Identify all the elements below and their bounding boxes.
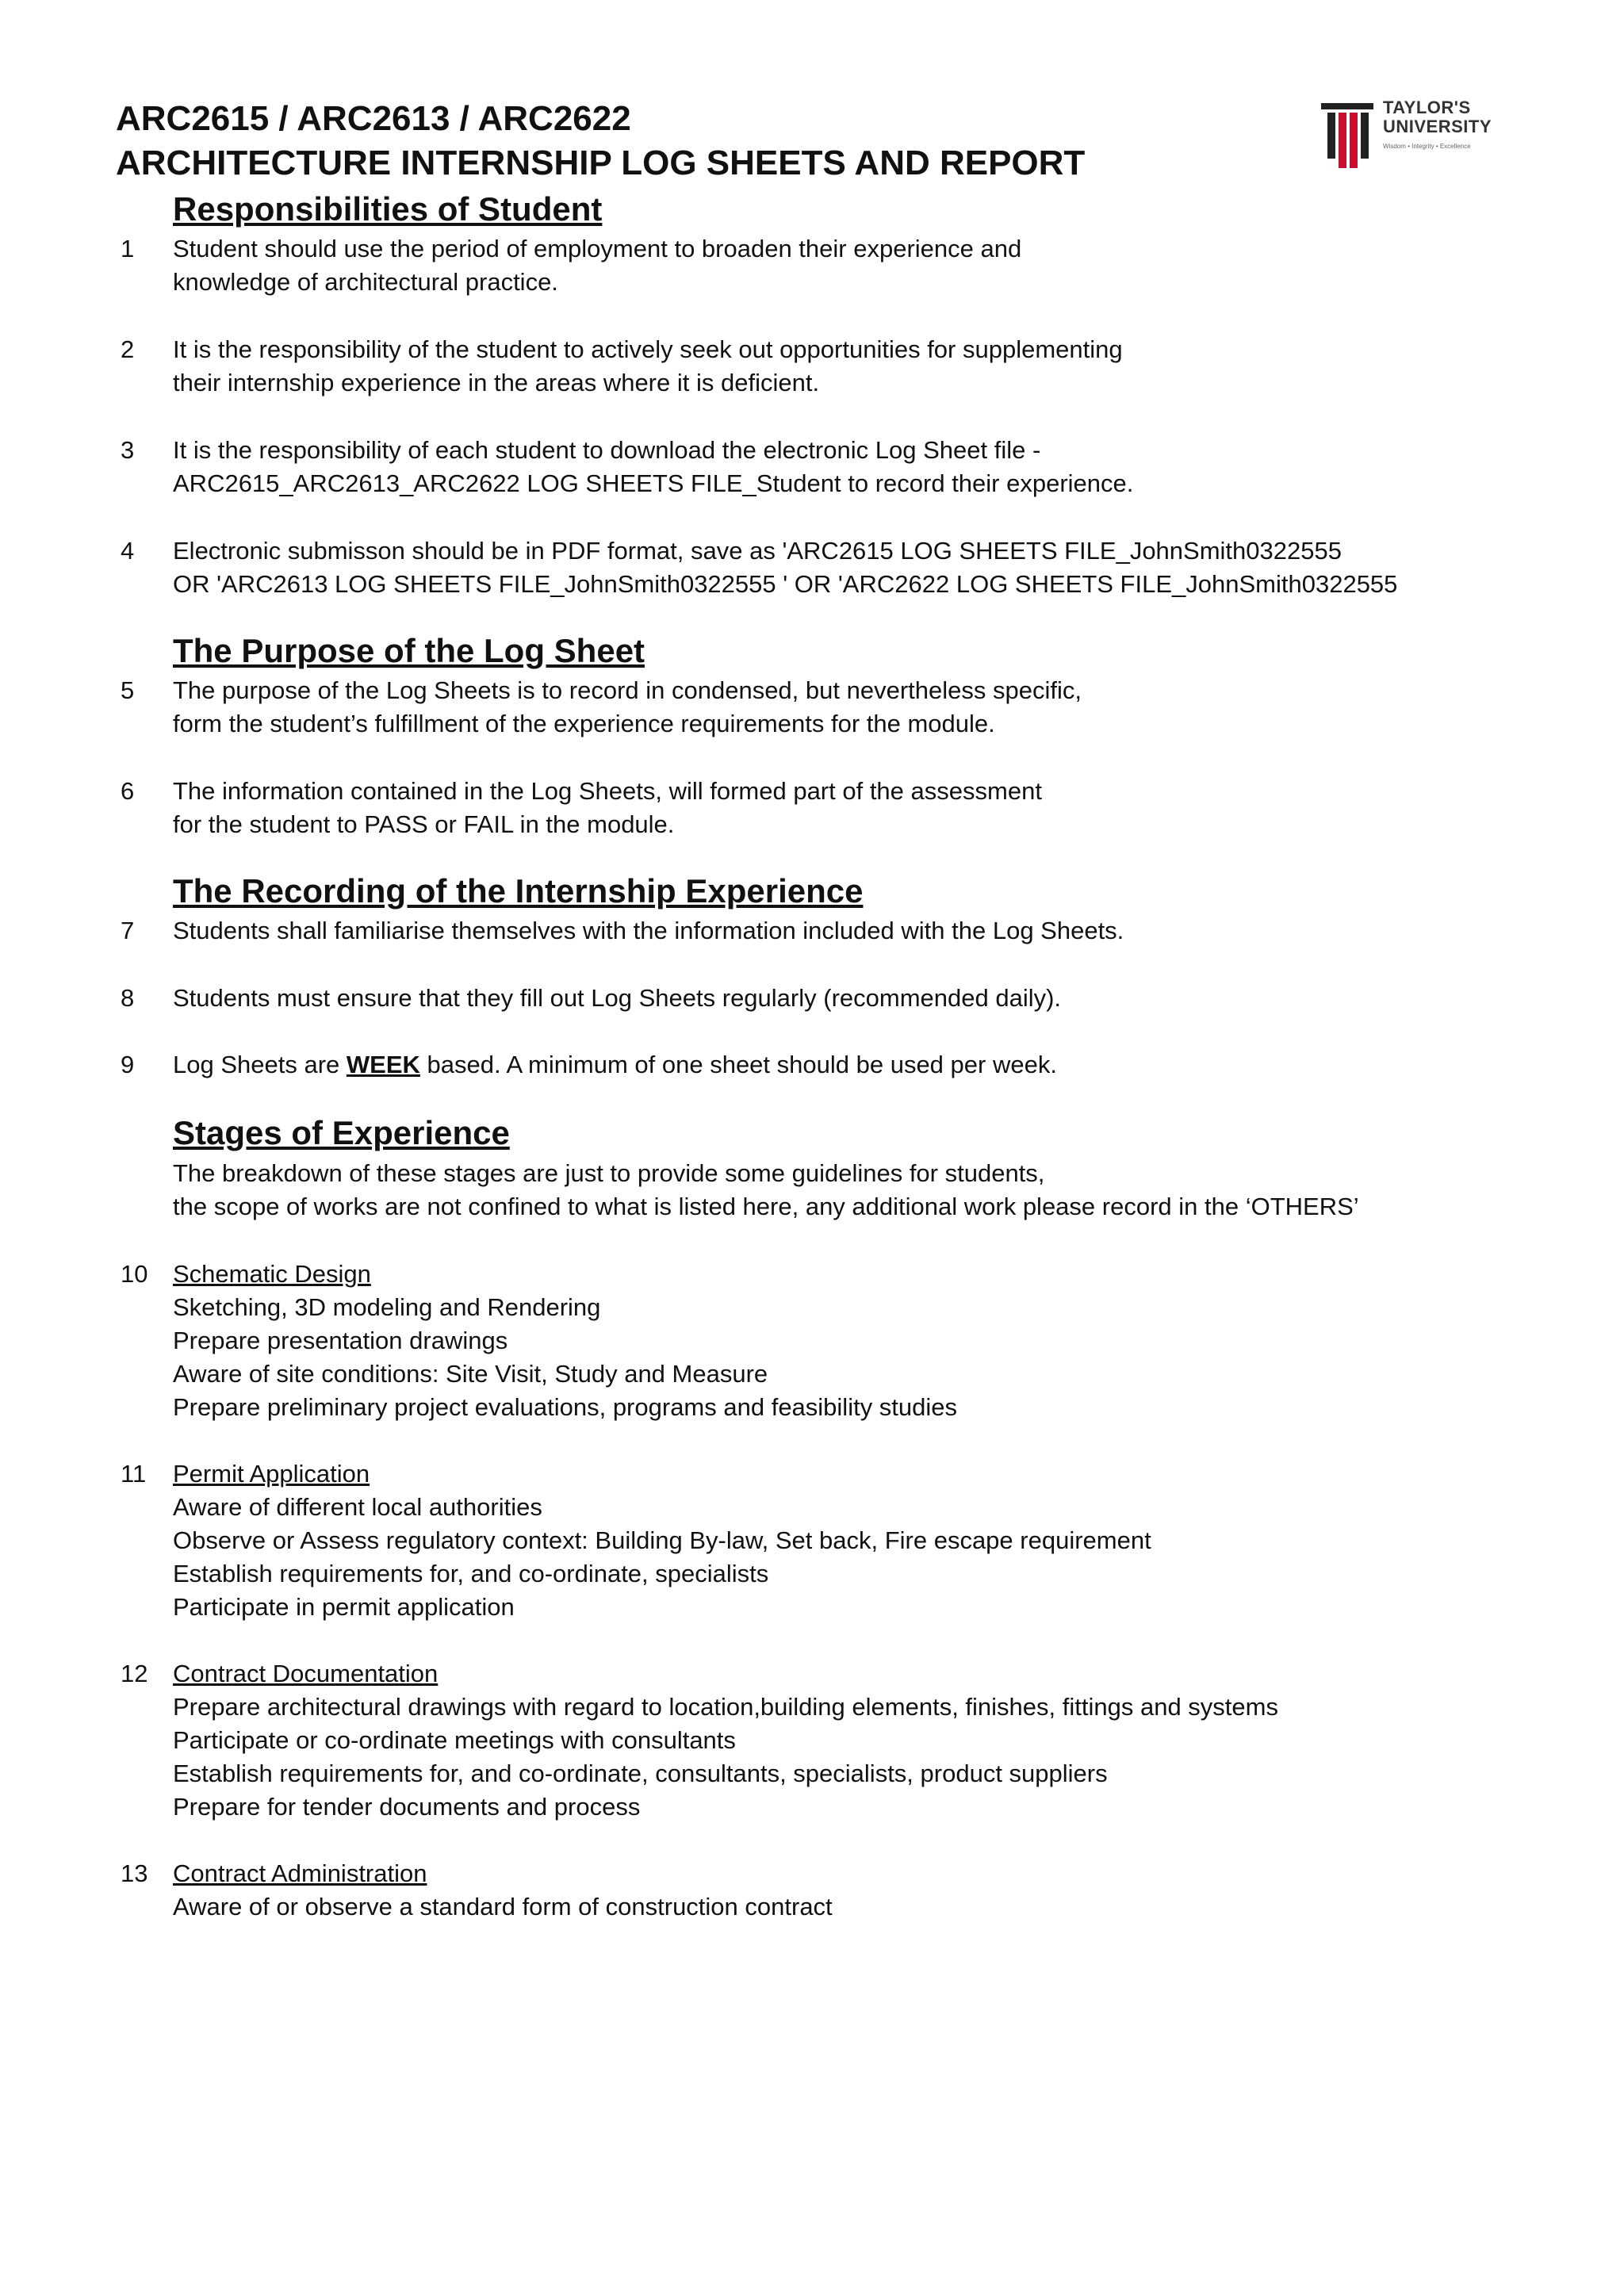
item-text: their internship experience in the areas where it is deficient. — [173, 369, 820, 396]
stage-task: Prepare preliminary project evaluations, programs and feasibility studies — [173, 1393, 958, 1421]
item-text-post: based. A minimum of one sheet should be used per week. — [419, 1051, 1057, 1078]
item-number: 3 — [121, 436, 135, 464]
item-text: Electronic submisson should be in PDF format, save as 'ARC2615 LOG SHEETS FILE_JohnSmith0322555 — [173, 537, 1342, 565]
item-number: 12 — [121, 1660, 148, 1687]
logo-tagline: Wisdom • Integrity • Excellence — [1383, 143, 1471, 150]
stage-heading-contract-documentation: Contract Documentation — [173, 1660, 439, 1687]
item-number: 5 — [121, 676, 135, 704]
stage-task: Participate in permit application — [173, 1593, 515, 1621]
page-title: ARCHITECTURE INTERNSHIP LOG SHEETS AND REPORT — [116, 144, 1086, 182]
item-text: Students shall familiarise themselves with the information included with the Log Sheets. — [173, 917, 1124, 944]
item-text: Students must ensure that they fill out Log Sheets regularly (recommended daily). — [173, 984, 1062, 1012]
item-number: 9 — [121, 1051, 135, 1078]
item-text: for the student to PASS or FAIL in the module. — [173, 810, 675, 838]
stage-task: Observe or Assess regulatory context: Building By-law, Set back, Fire escape requirement — [173, 1526, 1151, 1554]
stage-task: Prepare presentation drawings — [173, 1327, 508, 1354]
stage-task: Aware of or observe a standard form of construction contract — [173, 1893, 833, 1920]
item-number: 11 — [121, 1460, 147, 1488]
week-emphasis: WEEK — [346, 1051, 420, 1078]
stage-heading-contract-administration: Contract Administration — [173, 1859, 427, 1887]
logo-line-1: TAYLOR'S — [1383, 98, 1471, 117]
stage-task: Prepare for tender documents and process — [173, 1793, 641, 1821]
item-number: 10 — [121, 1260, 148, 1288]
item-number: 13 — [121, 1859, 148, 1887]
stage-heading-permit-application: Permit Application — [173, 1460, 370, 1488]
logo-line-2: UNIVERSITY — [1383, 117, 1492, 136]
item-text-week-based — [173, 1048, 1057, 1082]
stage-task: Participate or co-ordinate meetings with consultants — [173, 1726, 736, 1754]
stage-task: Prepare architectural drawings with regard to location,building elements, finishes, fittings and systems — [173, 1693, 1278, 1721]
item-number: 7 — [121, 917, 135, 944]
course-codes: ARC2615 / ARC2613 / ARC2622 — [116, 99, 631, 138]
item-text: The purpose of the Log Sheets is to record in condensed, but nevertheless specific, — [173, 676, 1082, 704]
item-number: 2 — [121, 335, 135, 363]
stage-task: Sketching, 3D modeling and Rendering — [173, 1293, 601, 1321]
item-number: 8 — [121, 984, 135, 1012]
stage-task: Establish requirements for, and co-ordinate, consultants, specialists, product suppliers — [173, 1760, 1108, 1787]
section-title-stages: Stages of Experience — [173, 1114, 510, 1151]
item-number: 6 — [121, 777, 135, 805]
item-text: knowledge of architectural practice. — [173, 268, 558, 296]
stage-task: Aware of site conditions: Site Visit, Study and Measure — [173, 1360, 768, 1388]
section-title-responsibilities: Responsibilities of Student — [173, 190, 603, 228]
item-number: 1 — [121, 235, 135, 262]
item-text: The information contained in the Log Sheets, will formed part of the assessment — [173, 777, 1042, 805]
section-title-purpose: The Purpose of the Log Sheet — [173, 632, 645, 669]
stages-intro: the scope of works are not confined to what is listed here, any additional work please record in the ‘OTHERS’ — [173, 1193, 1359, 1220]
section-title-recording: The Recording of the Internship Experience — [173, 872, 864, 909]
item-text-pre: Log Sheets are — [173, 1051, 347, 1078]
item-text: OR 'ARC2613 LOG SHEETS FILE_JohnSmith0322555 ' OR 'ARC2622 LOG SHEETS FILE_JohnSmith0322555 — [173, 570, 1398, 598]
item-number: 4 — [121, 537, 135, 565]
item-text: It is the responsibility of the student to actively seek out opportunities for supplementing — [173, 335, 1123, 363]
stage-heading-schematic-design: Schematic Design — [173, 1260, 371, 1288]
item-text: form the student’s fulfillment of the experience requirements for the module. — [173, 710, 995, 737]
item-text: ARC2615_ARC2613_ARC2622 LOG SHEETS FILE_Student to record their experience. — [173, 469, 1134, 497]
stage-task: Aware of different local authorities — [173, 1493, 542, 1521]
item-text: It is the responsibility of each student to download the electronic Log Sheet file - — [173, 436, 1041, 464]
item-text: Student should use the period of employment to broaden their experience and — [173, 235, 1022, 262]
university-crest-icon — [1321, 103, 1373, 168]
stage-task: Establish requirements for, and co-ordinate, specialists — [173, 1560, 769, 1587]
stages-intro: The breakdown of these stages are just to provide some guidelines for students, — [173, 1159, 1045, 1187]
taylors-university-logo — [1321, 97, 1511, 168]
